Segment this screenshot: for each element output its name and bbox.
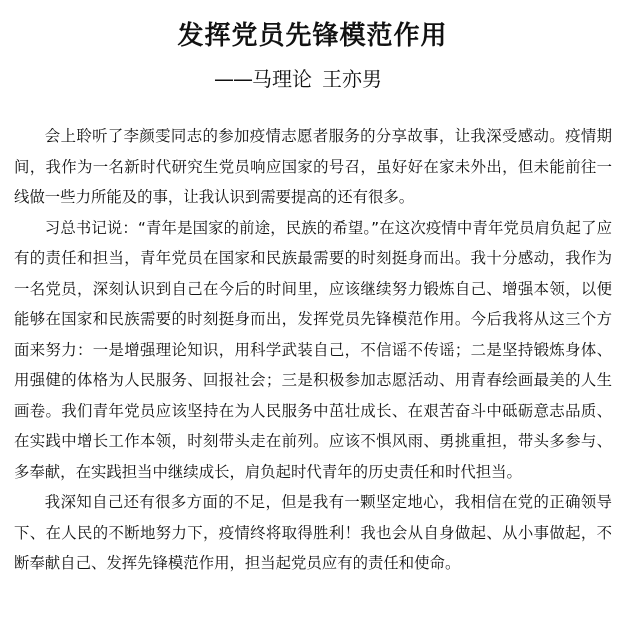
article-byline xyxy=(214,64,382,94)
byline-author: 王亦男 xyxy=(322,67,382,91)
paragraph-2: 习总书记说：“青年是国家的前途，民族的希望。”在这次疫情中青年党员肩负起了应有的责任和担当，青年党员在国家和民族最需要的时刻挺身而出。我十分感动，我作为一名党员，深刻认识到自己在今后的时间里，应该继续努力锻炼自己、增强本领，以便能够在国家和民族需要的时刻挺身而出，发挥党员先锋模范作用。今后我将从这三个方面来努力：一是增强理论知识，用科学武装自己，不信谣不传谣；二是坚持锻炼身体、用强健的体格为人民服务、回报社会；三是积极参加志愿活动、用青春绘画最美的人生画卷。我们青年党员应该坚持在为人民服务中茁壮成长、在艰苦奋斗中砥砺意志品质、在实践中增长工作本领，时刻带头走在前列。应该不惧风雨、勇挑重担，带头多参与、多奉献，在实践担当中继续成长，肩负起时代青年的历史责任和时代担当。 xyxy=(14,218,612,481)
article-title: 发挥党员先锋模范作用 xyxy=(177,21,448,51)
byline-dash: —— xyxy=(214,67,252,91)
paragraph-3: 我深知自己还有很多方面的不足，但是我有一颗坚定地心，我相信在党的正确领导下、在人民的不断地努力下，疫情终将取得胜利！我也会从自身做起、从小事做起，不断奉献自己、发挥先锋模范作用，担当起党员应有的责任和使命。 xyxy=(14,493,612,572)
article-body xyxy=(14,121,612,579)
paragraph-1: 会上聆听了李颜雯同志的参加疫情志愿者服务的分享故事，让我深受感动。疫情期间，我作为一名新时代研究生党员响应国家的号召，虽好好在家未外出，但未能前往一线做一些力所能及的事，让我认识到需要提高的还有很多。 xyxy=(14,127,612,206)
byline-org: 马理论 xyxy=(252,67,312,91)
